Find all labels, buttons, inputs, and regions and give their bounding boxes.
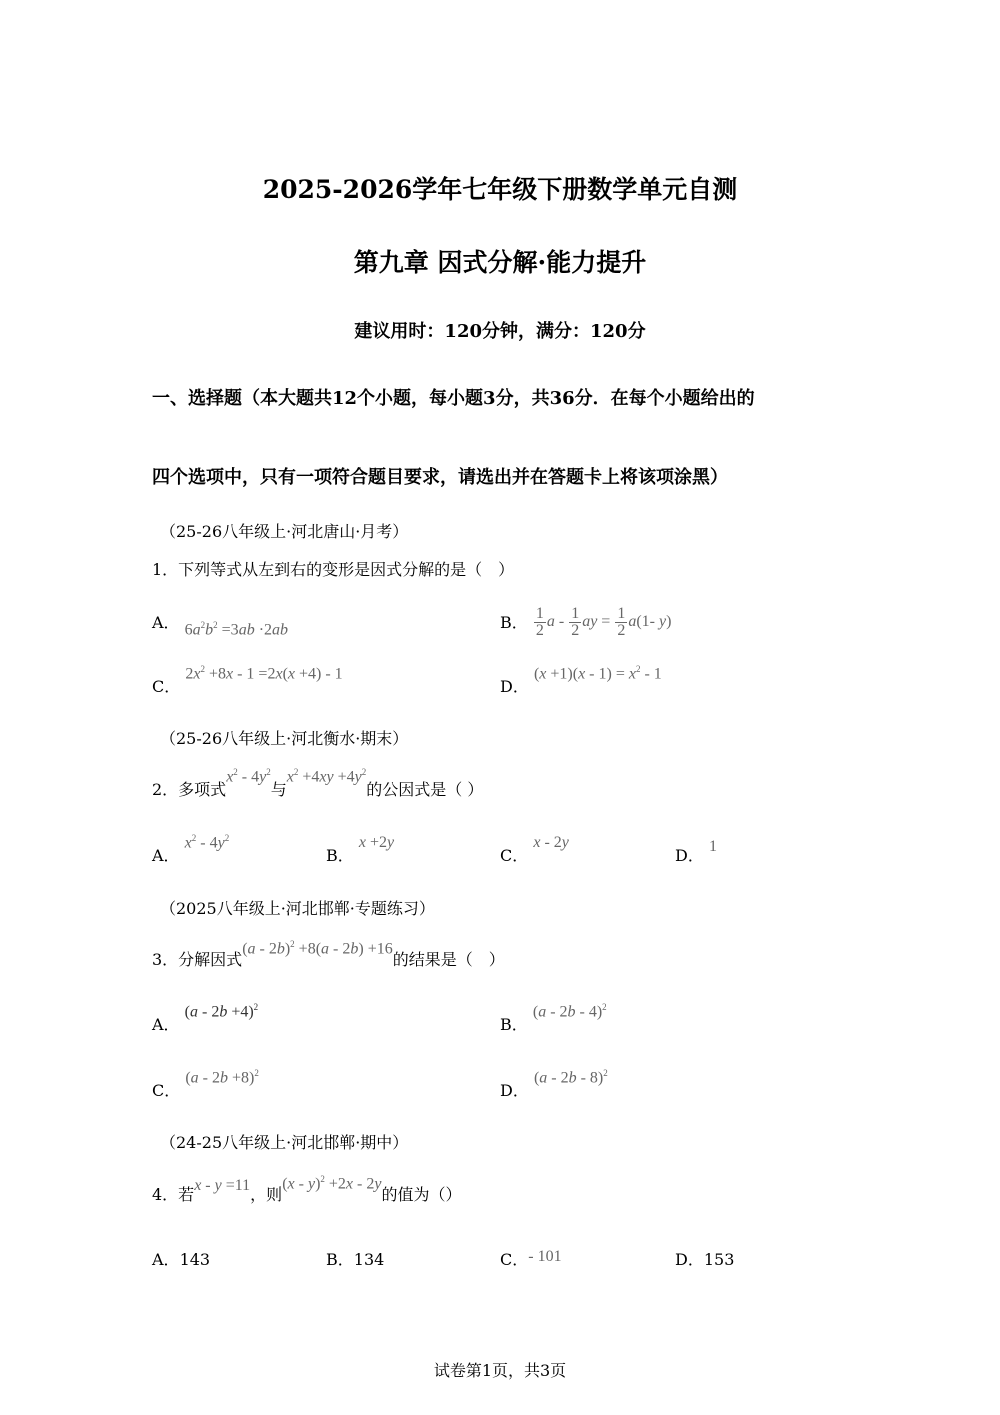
question-4-stem: 4．若x - y =11，则(x - y)$^2$ +2x - 2y的值为（） [152,1173,462,1204]
option-label: C． [152,677,181,696]
option-formula: x +2y [358,834,395,851]
option-formula: (a - 2b - 4)$^2$ [532,1001,607,1020]
option-label: C． [152,1081,181,1100]
section-heading-line1: 一、选择题（本大题共12个小题，每小题3分，共36分．在每个小题给出的 [152,388,755,409]
option-label: A． [152,1015,180,1034]
chapter-subtitle: 第九章 因式分解·能力提升 [353,248,647,277]
question-4-option-a[interactable] [152,1247,210,1270]
question-3-option-b[interactable] [500,1001,607,1035]
option-formula: $6a^2b^2 =3ab \cdot 2ab$ [184,619,289,638]
option-label: D． [675,846,704,865]
option-formula: $(a - 2b +8)^2$ [185,1067,259,1086]
section-heading-line2: 四个选项中，只有一项符合题目要求，请选出并在答题卡上将该项涂黑） [152,467,728,488]
question-2-source: （25-26八年级上·河北衡水·期末） [160,729,409,748]
condition-expression: x - y =11 [194,1177,251,1194]
question-1-option-a[interactable] [152,610,289,638]
question-2-option-b[interactable] [326,834,395,866]
question-4-option-d[interactable] [675,1247,734,1270]
time-info: 建议用时：120分钟，满分：120分 [354,321,646,342]
question-3-option-d[interactable] [500,1067,608,1101]
option-value: 153 [703,1250,735,1269]
option-label: D． [500,677,529,696]
option-label: B． [500,1015,528,1034]
option-label: B． [326,1250,354,1269]
option-value: 143 [179,1250,211,1269]
expression-2: $x^2 +4xy +4y^2$ [286,766,367,785]
question-2-option-c[interactable] [500,834,569,866]
option-label: A． [152,1250,180,1269]
expression-1: $x^2 - 4y^2$ [226,766,271,785]
option-formula: $x^2 - 4y^2$ [184,832,230,851]
option-label: C． [500,1250,529,1269]
option-formula: $(a - 2b +4)^2$ [184,1001,259,1020]
question-3-source: （2025八年级上·河北邯郸·专题练习） [160,899,435,918]
option-label: D． [675,1250,704,1269]
target-expression: (x - y)$^2$ +2x - 2y [282,1173,382,1192]
question-1-source: （25-26八年级上·河北唐山·月考） [160,522,409,541]
option-label: B． [326,846,354,865]
option-formula: $2x^2 +8x - 1 =2x(x +4) - 1$ [185,663,343,682]
option-label: B． [500,613,528,633]
question-1-option-c[interactable] [152,663,343,697]
option-label: C． [500,846,529,865]
question-1-option-b[interactable] [500,605,672,641]
option-label: D． [500,1081,529,1100]
question-4-source: （24-25八年级上·河北邯郸·期中） [160,1133,409,1152]
question-2-option-a[interactable] [152,832,230,866]
option-formula: $(x +1)(x - 1) = x^2 - 1$ [533,663,662,682]
option-formula: (a - 2b - 8)$^2$ [533,1067,608,1086]
question-1-stem: 1．下列等式从左到右的变形是因式分解的是（ ） [152,560,515,579]
question-2-option-d[interactable] [675,838,717,866]
page-title: 2025-2026学年七年级下册数学单元自测 [262,175,738,204]
page-footer: 试卷第1页，共3页 [433,1361,567,1380]
option-formula: 1 [708,838,717,855]
question-1-option-d[interactable] [500,663,662,697]
question-2-stem: 2．多项式$x^2 - 4y^2$与$x^2 +4xy +4y^2$的公因式是（ ） [152,766,484,799]
question-3-option-c[interactable] [152,1067,259,1101]
option-formula: $\frac{1}{2}$ a - $\frac{1}{2}$ ay = $\frac{1}{2}$ a(1- y) [535,605,672,639]
question-3-stem: 3．分解因式(a - 2b)$^2$ +8(a - 2b) +16的结果是（ ） [152,938,505,969]
expression: (a - 2b)$^2$ +8(a - 2b) +16 [242,938,393,957]
option-formula: x - 2y [533,834,569,851]
question-4-option-c[interactable] [500,1247,562,1270]
option-value: 134 [353,1250,385,1269]
question-3-option-a[interactable] [152,1001,259,1035]
option-label: A． [152,846,180,865]
option-label: A． [152,613,180,632]
option-value: - 101 [528,1248,562,1265]
question-4-option-b[interactable] [326,1247,384,1270]
